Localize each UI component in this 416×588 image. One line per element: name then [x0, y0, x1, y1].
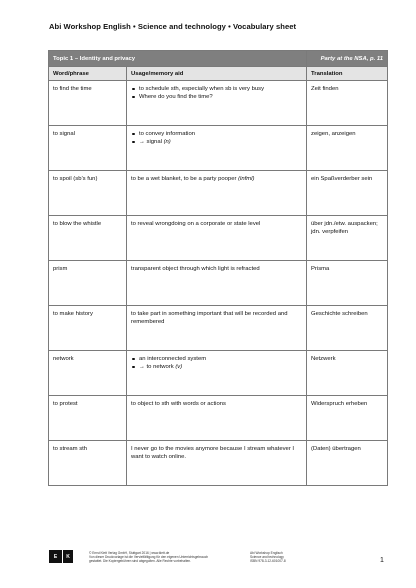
translation-cell: (Daten) übertragen [307, 441, 388, 486]
topic-label: Topic 1 – Identity and privacy [49, 51, 307, 67]
phrase-cell: to make history [49, 306, 127, 351]
page-title: Abi Workshop English • Science and technology • Vocabulary sheet [49, 22, 297, 31]
topic-row [49, 51, 388, 67]
aid-cell [127, 126, 307, 171]
table-row [49, 441, 388, 486]
table-row [49, 216, 388, 261]
aid-list-item: to schedule sth, especially when sb is very busy [131, 85, 302, 93]
phrase-cell: to signal [49, 126, 127, 171]
part-of-speech-note: (v) [175, 364, 183, 370]
translation-cell: ein Spaßverderber sein [307, 171, 388, 216]
phrase-cell: to stream sth [49, 441, 127, 486]
translation-cell: Geschichte schreiben [307, 306, 388, 351]
table-row [49, 261, 388, 306]
aid-cell: to object to sth with words or actions [127, 396, 307, 441]
page-number: 1 [380, 557, 384, 564]
table-row [49, 306, 388, 351]
column-header-row [49, 67, 388, 81]
topic-reference: Party at the NSA, p. 11 [307, 51, 388, 67]
vocabulary-table [48, 50, 388, 486]
aid-list-item: → to network (v) [131, 363, 302, 371]
phrase-cell: network [49, 351, 127, 396]
table-row [49, 81, 388, 126]
aid-list-item: → signal (n) [131, 138, 302, 146]
aid-list-item: an interconnected system [131, 355, 302, 363]
aid-list-item: to convey information [131, 130, 302, 138]
aid-cell [127, 351, 307, 396]
aid-list [131, 355, 302, 371]
aid-list-item: Where do you find the time? [131, 93, 302, 101]
table-row [49, 126, 388, 171]
part-of-speech-note: (n) [163, 139, 171, 145]
aid-cell: to reveal wrongdoing on a corporate or state level [127, 216, 307, 261]
aid-cell: transparent object through which light is refracted [127, 261, 307, 306]
table-row [49, 351, 388, 396]
column-header-aid: Usage/memory aid [127, 67, 307, 81]
translation-cell: Widerspruch erheben [307, 396, 388, 441]
translation-cell: Prisma [307, 261, 388, 306]
phrase-cell: to spoil (sb’s fun) [49, 171, 127, 216]
table-row [49, 396, 388, 441]
aid-list [131, 85, 302, 101]
column-header-phrase: Word/phrase [49, 67, 127, 81]
logo-mark-right: K [63, 550, 73, 563]
aid-cell: I never go to the movies anymore because I stream whatever I want to watch online. [127, 441, 307, 486]
phrase-cell: to find the time [49, 81, 127, 126]
translation-cell: Netzwerk [307, 351, 388, 396]
register-note: (infml) [238, 176, 255, 182]
logo-mark-left: E [49, 550, 62, 563]
translation-cell: zeigen, anzeigen [307, 126, 388, 171]
phrase-cell: prism [49, 261, 127, 306]
aid-cell [127, 81, 307, 126]
aid-list [131, 130, 302, 146]
phrase-cell: to protest [49, 396, 127, 441]
translation-cell: Zeit finden [307, 81, 388, 126]
translation-cell: über jdn./etw. auspacken; jdn. verpfeifen [307, 216, 388, 261]
aid-cell: to take part in something important that will be recorded and remembered [127, 306, 307, 351]
column-header-translation: Translation [307, 67, 388, 81]
table-row [49, 171, 388, 216]
aid-cell: to be a wet blanket, to be a party pooper (infml) [127, 171, 307, 216]
copyright-notice: © Ernst Klett Verlag GmbH, Stuttgart 2016 | www.klett.de Von dieser Druckvorlage ist die Vervielfältigung für den eigenen Unterrichtsgebrauch gestattet. Die Kopiergebühren sind abgegolten. Alle Rechte vorbehalten. [89, 551, 209, 564]
source-info: Abi Workshop Englisch Science and technology ISBN 978-3-12-601007-8 [250, 551, 286, 564]
publisher-logo [49, 550, 73, 563]
phrase-cell: to blow the whistle [49, 216, 127, 261]
